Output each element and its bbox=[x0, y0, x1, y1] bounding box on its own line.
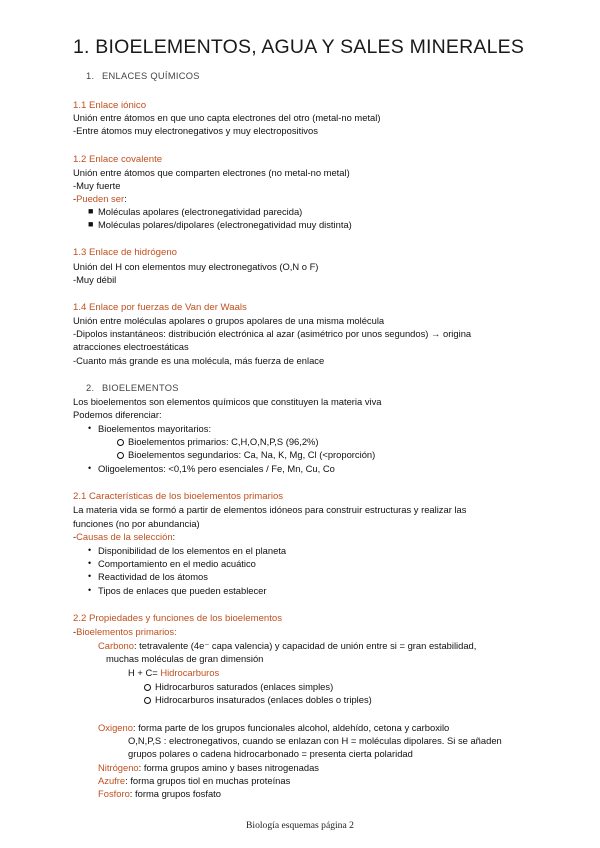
section-heading-enlaces bbox=[86, 71, 200, 81]
circle-bullet-icon bbox=[144, 684, 151, 691]
section-label: BIOELEMENTOS bbox=[102, 383, 179, 393]
list-item: Bioelementos mayoritarios: bbox=[98, 423, 212, 434]
list-item: Oligoelementos: <0,1% pero esenciales / Fe, Mn, Cu, Co bbox=[98, 463, 335, 474]
heading-enlace-hidrogeno: 1.3 Enlace de hidrógeno bbox=[73, 247, 178, 258]
text-line: -Muy débil bbox=[73, 274, 117, 285]
highlight-azufre: Azufre bbox=[98, 775, 126, 786]
heading-caracteristicas: 2.1 Características de los bioelementos primarios bbox=[73, 491, 284, 502]
text-line-hidrocarburos bbox=[128, 667, 219, 679]
heading-enlace-ionico: 1.1 Enlace iónico bbox=[73, 100, 147, 111]
list-item: Disponibilidad de los elementos en el planeta bbox=[98, 545, 287, 556]
text-line: Los bioelementos son elementos químicos que constituyen la materia viva bbox=[73, 396, 382, 407]
list-item: Hidrocarburos insaturados (enlaces dobles o triples) bbox=[155, 694, 372, 705]
heading-propiedades: 2.2 Propiedades y funciones de los bioelementos bbox=[73, 613, 283, 624]
highlight-nitrogeno: Nitrógeno bbox=[98, 762, 139, 773]
highlight-hidrocarburos: Hidrocarburos bbox=[160, 667, 220, 678]
highlight-fosforo: Fosforo bbox=[98, 788, 130, 799]
page-footer: Biología esquemas página 2 bbox=[246, 820, 354, 831]
bullet-icon: ■ bbox=[88, 206, 94, 216]
list-item: Reactividad de los átomos bbox=[98, 571, 208, 582]
text-line-oxigeno bbox=[98, 722, 449, 734]
colon: : bbox=[124, 193, 127, 204]
page-title: 1. BIOELEMENTOS, AGUA Y SALES MINERALES bbox=[73, 36, 525, 58]
text-line-pueden-ser bbox=[73, 193, 127, 205]
highlight-oxigeno: Oxigeno bbox=[98, 722, 133, 733]
heading-van-der-waals: 1.4 Enlace por fuerzas de Van der Waals bbox=[73, 302, 247, 313]
nitrogeno-text: : forma grupos amino y bases nitrogenadas bbox=[138, 762, 319, 773]
text-line: -Entre átomos muy electronegativos y muy electropositivos bbox=[73, 125, 318, 136]
highlight-bioelementos-primarios: Bioelementos primarios: bbox=[76, 626, 177, 637]
text-line: La materia vida se formó a partir de elementos idóneos para construir estructuras y realizar las bbox=[73, 504, 467, 515]
section-number: 2. bbox=[86, 383, 95, 393]
text-line-nitrogeno bbox=[98, 762, 319, 774]
text-line: -Muy fuerte bbox=[73, 180, 121, 191]
text-line: -Cuanto más grande es una molécula, más fuerza de enlace bbox=[73, 355, 325, 366]
text-line-bioelementos-primarios bbox=[73, 626, 177, 638]
list-item: Moléculas apolares (electronegatividad parecida) bbox=[98, 206, 303, 217]
text-line-carbono bbox=[98, 640, 476, 652]
highlight-pueden-ser: Pueden ser bbox=[76, 193, 125, 204]
bullet-icon: • bbox=[88, 585, 92, 595]
text-line: Unión entre átomos que comparten electrones (no metal-no metal) bbox=[73, 167, 350, 178]
dash: - bbox=[73, 626, 77, 637]
section-label: ENLACES QUÍMICOS bbox=[102, 71, 200, 81]
text-line-azufre bbox=[98, 775, 290, 787]
text-line: O,N,P,S : electronegativos, cuando se enlazan con H = moléculas dipolares. Si se añaden bbox=[128, 735, 502, 746]
text-line: Unión entre átomos en que uno capta electrones del otro (metal-no metal) bbox=[73, 112, 381, 123]
highlight-carbono: Carbono bbox=[98, 640, 134, 651]
highlight-causas: Causas de la selección bbox=[76, 531, 173, 542]
list-item: Moléculas polares/dipolares (electronegatividad muy distinta) bbox=[98, 219, 352, 230]
oxigeno-text: : forma parte de los grupos funcionales alcohol, aldehído, cetona y carboxilo bbox=[132, 722, 450, 733]
text-line: funciones (no por abundancia) bbox=[73, 518, 200, 529]
list-item: Comportamiento en el medio acuático bbox=[98, 558, 256, 569]
heading-enlace-covalente: 1.2 Enlace covalente bbox=[73, 154, 163, 165]
circle-bullet-icon bbox=[117, 439, 124, 446]
bullet-icon: • bbox=[88, 463, 92, 473]
list-item: Tipos de enlaces que pueden establecer bbox=[98, 585, 267, 596]
bullet-icon: • bbox=[88, 545, 92, 555]
bullet-icon: • bbox=[88, 571, 92, 581]
text-line: -Dipolos instantáneos: distribución electrónica al azar (asimétrico por unos segundos) → origina bbox=[73, 328, 472, 339]
text-line: Unión del H con elementos muy electronegativos (O,N o F) bbox=[73, 261, 319, 272]
dash: - bbox=[73, 193, 77, 204]
colon: : bbox=[172, 531, 176, 542]
fosforo-text: : forma grupos fosfato bbox=[129, 788, 221, 799]
text-line: muchas moléculas de gran dimensión bbox=[106, 653, 264, 664]
section-heading-bioelementos bbox=[86, 383, 179, 393]
circle-bullet-icon bbox=[144, 697, 151, 704]
dash: - bbox=[73, 531, 77, 542]
text-line: grupos polares o cadena hidrocarbonado = presenta cierta polaridad bbox=[128, 748, 413, 759]
azufre-text: : forma grupos tiol en muchas proteínas bbox=[125, 775, 291, 786]
list-item: Hidrocarburos saturados (enlaces simples) bbox=[155, 681, 334, 692]
bullet-icon: • bbox=[88, 558, 92, 568]
carbono-text: : tetravalente (4e⁻ capa valencia) y capacidad de unión entre si = gran estabilidad, bbox=[133, 640, 477, 651]
text-line-causas bbox=[73, 531, 175, 543]
section-number: 1. bbox=[86, 71, 95, 81]
bullet-icon: ■ bbox=[88, 219, 94, 229]
circle-bullet-icon bbox=[117, 452, 124, 459]
list-item: Bioelementos segundarios: Ca, Na, K, Mg, Cl (<proporción) bbox=[128, 449, 376, 460]
text-line: Unión entre moléculas apolares o grupos apolares de una misma molécula bbox=[73, 315, 385, 326]
list-item: Bioelementos primarios: C,H,O,N,P,S (96,2%) bbox=[128, 436, 319, 447]
hc-prefix: H + C= bbox=[128, 667, 161, 678]
bullet-icon: • bbox=[88, 423, 92, 433]
text-line-fosforo bbox=[98, 788, 221, 800]
text-line: atracciones electroestáticas bbox=[73, 341, 189, 352]
text-line: Podemos diferenciar: bbox=[73, 409, 162, 420]
